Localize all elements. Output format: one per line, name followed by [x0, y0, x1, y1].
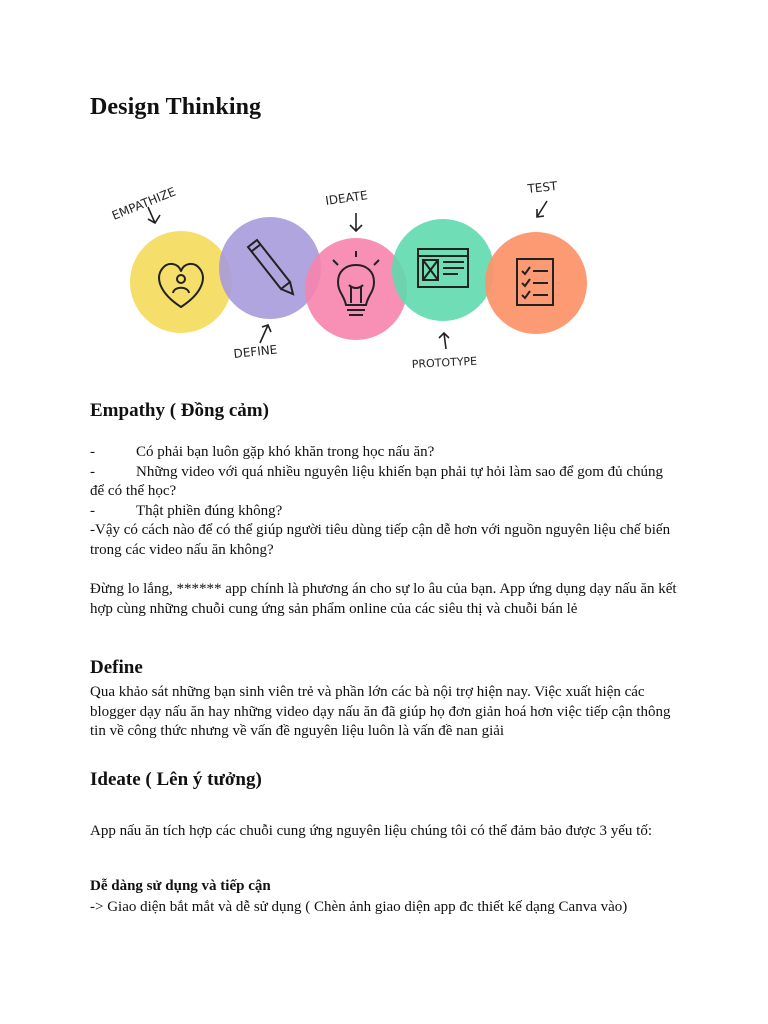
- bullet-dash: -: [90, 502, 95, 519]
- prototype-circle: [392, 219, 494, 321]
- label-test: TEST: [526, 178, 559, 196]
- design-thinking-diagram: [100, 165, 610, 380]
- bullet-text: Những video với quá nhiều nguyên liệu khiến bạn phải tự hỏi làm sao để gom đủ chúng để có thể học?: [90, 463, 664, 499]
- empathy-closing-question: -Vậy có cách nào để có thể giúp người tiêu dùng tiếp cận dễ hơn với nguồn nguyên liệu chế biến trong các video nấu ăn không?: [90, 522, 671, 558]
- empathy-bullet-list: [90, 443, 680, 560]
- label-empathize: EMPATHIZE: [109, 184, 178, 223]
- empathy-bullet: [90, 502, 680, 522]
- label-ideate: IDEATE: [324, 188, 369, 208]
- ideate-arrow-icon: [350, 213, 362, 231]
- empathy-bullet: [90, 463, 680, 502]
- label-define: DEFINE: [232, 342, 278, 361]
- prototype-arrow-icon: [439, 333, 449, 349]
- bullet-dash: -: [90, 444, 95, 460]
- bullet-text: Có phải bạn luôn gặp khó khăn trong học nấu ăn?: [136, 444, 435, 460]
- define-arrow-icon: [260, 325, 271, 343]
- ideate-detail: -> Giao diện bắt mắt và dễ sử dụng ( Chèn ảnh giao diện app đc thiết kế dạng Canva vào): [90, 899, 628, 915]
- page-title: Design Thinking: [90, 94, 262, 120]
- ideate-intro: App nấu ăn tích hợp các chuỗi cung ứng nguyên liệu chúng tôi có thể đảm bảo được 3 yếu tố:: [90, 823, 652, 839]
- empathy-heading: Empathy ( Đồng cảm): [90, 400, 269, 421]
- test-arrow-icon: [537, 201, 547, 217]
- ideate-subheading: Dễ dàng sử dụng và tiếp cận: [90, 878, 271, 894]
- define-body: Qua khảo sát những bạn sinh viên trẻ và phần lớn các bà nội trợ hiện nay. Việc xuất hiện các blogger dạy nấu ăn hay những video dạy nấu ăn đã giúp họ đơn giản hoá hơn việc tiếp cận thông tin về công thức nhưng về vấn đề nguyên liệu luôn là vấn đề nan giải: [90, 684, 671, 739]
- bullet-dash: -: [90, 463, 95, 480]
- define-heading: Define: [90, 657, 143, 678]
- bullet-text: Thật phiền đúng không?: [136, 502, 283, 519]
- ideate-heading: Ideate ( Lên ý tưởng): [90, 769, 262, 790]
- define-circle: [219, 217, 321, 319]
- empathy-answer: Đừng lo lắng, ****** app chính là phương án cho sự lo âu của bạn. App ứng dụng dạy nấu ăn kết hợp cùng những chuỗi cung ứng sản phẩm online của các siêu thị và chuỗi bán lẻ: [90, 581, 677, 617]
- empathy-bullet: [90, 443, 680, 463]
- empathize-arrow-icon: [148, 207, 160, 223]
- label-prototype: PROTOTYPE: [411, 354, 478, 371]
